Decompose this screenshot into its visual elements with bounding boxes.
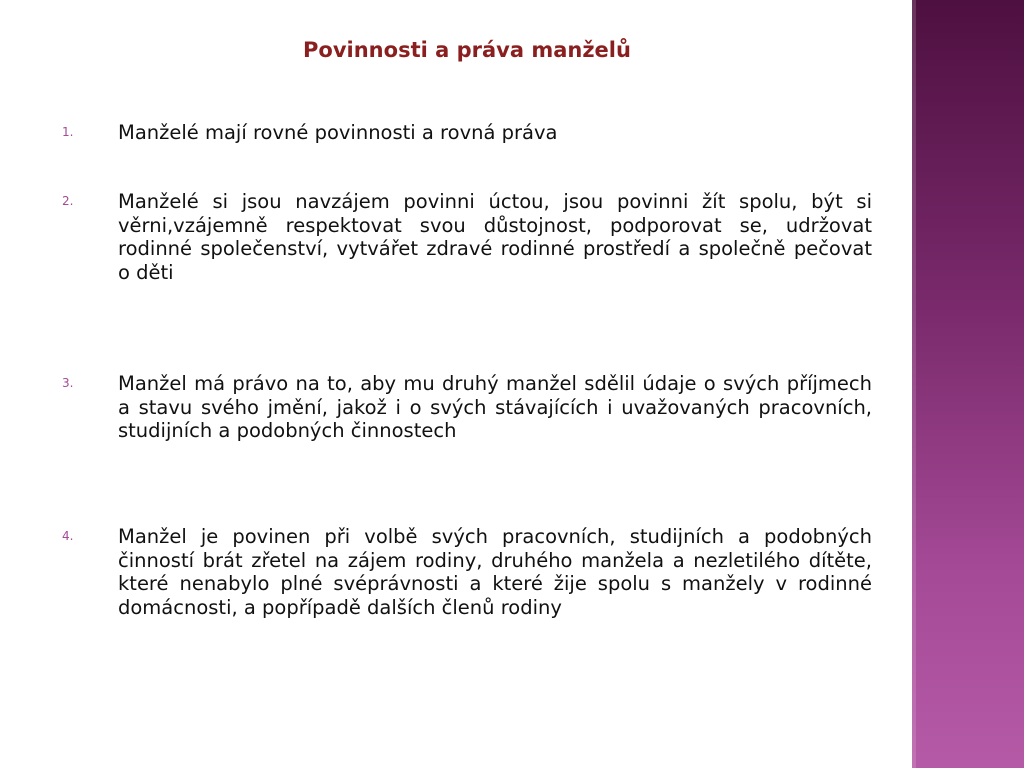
list-item-number: 3. xyxy=(62,376,74,390)
list-item-text: Manželé si jsou navzájem povinni úctou, jsou povinni žít spolu, být si věrni,vzájemně respektovat svou důstojnost, podporovat se, udržovat rodinné společenství, vytvářet zdravé rodinné prostředí a společně pečovat o děti xyxy=(118,190,872,284)
list-item-text: Manželé mají rovné povinnosti a rovná práva xyxy=(118,121,558,144)
list-item-number: 1. xyxy=(62,125,74,139)
list-item-text: Manžel je povinen při volbě svých pracovních, studijních a podobných činností brát zřetel na zájem rodiny, druhého manžela a nezletilého dítěte, které nenabylo plné svéprávnosti a které žije spolu s manžely v rodinné domácnosti, a popřípadě dalších členů rodiny xyxy=(118,525,872,619)
decorative-side-band xyxy=(912,0,1024,768)
list-item-text: Manžel má právo na to, aby mu druhý manžel sdělil údaje o svých příjmech a stavu svého jmění, jakož i o svých stávajících i uvažovaných pracovních, studijních a podobných činnostech xyxy=(118,372,872,442)
slide-title: Povinnosti a práva manželů xyxy=(303,38,631,62)
list-item-number: 4. xyxy=(62,529,74,543)
list-item-number: 2. xyxy=(62,194,74,208)
side-band-edge xyxy=(912,0,916,768)
